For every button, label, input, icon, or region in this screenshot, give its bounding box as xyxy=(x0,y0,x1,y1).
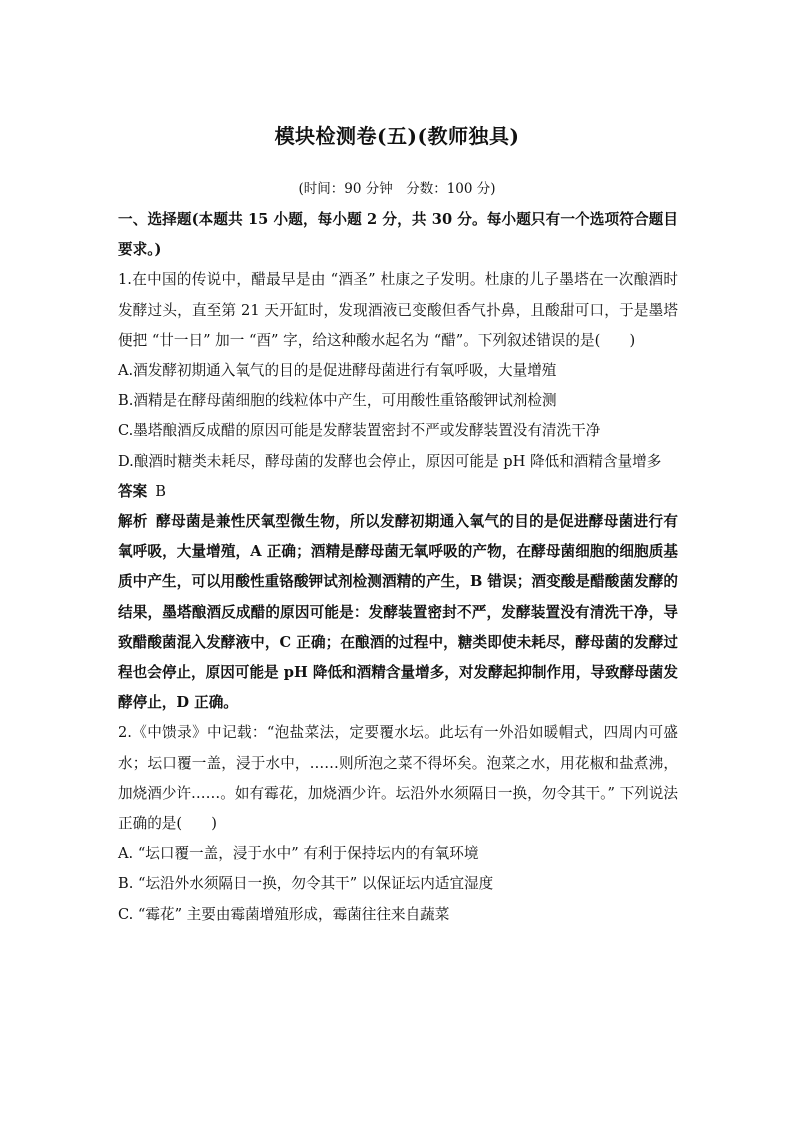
question-2-stem: 2.《中馈录》中记载：“泡盐菜法，定要覆水坛。此坛有一外沿如暖帽式，四周内可盛水；坛口覆一盖，浸于水中，……则所泡之菜不得坏矣。泡菜之水，用花椒和盐煮沸，加烧酒少许……。如有霉花，加烧酒少许。坛沿外水须隔日一换，勿令其干。” 下列说法正确的是( ) xyxy=(118,724,678,833)
exam-meta: (时间：90 分钟 分数：100 分) xyxy=(298,181,496,197)
question-1-stem: 1.在中国的传说中，醋最早是由 “酒圣” 杜康之子发明。杜康的儿子墨塔在一次酿酒时发酵过头，直至第 21 天开缸时，发现酒液已变酸但香气扑鼻，且酸甜可口，于是墨塔便把 “廿一日” 加一 “酉” 字，给这种酸水起名为 “醋”。下列叙述错误的是( ) xyxy=(118,271,678,349)
analysis-text: 酵母菌是兼性厌氧型微生物，所以发酵初期通入氧气的目的是促进酵母菌进行有氧呼吸，大量增殖，A 正确；酒精是酵母菌无氧呼吸的产物，在酵母菌细胞的细胞质基质中产生，可以用酸性重铬酸钾试剂检测酒精的产生，B 错误；酒变酸是醋酸菌发酵的结果，墨塔酿酒反成醋的原因可能是：发酵装置密封不严，发酵装置没有清洗干净，导致醋酸菌混入发酵液中，C 正确；在酿酒的过程中，糖类即使未耗尽，酵母菌的发酵过程也会停止，原因可能是 pH 降低和酒精含量增多，对发酵起抑制作用，导致酵母菌发酵停止，D 正确。 xyxy=(118,513,678,712)
page-title: 模块检测卷(五)(教师独具) xyxy=(274,124,520,148)
question-1-answer xyxy=(118,477,678,507)
answer-value: B xyxy=(155,482,166,500)
question-2-option-a: A. “坛口覆一盖，浸于水中” 有利于保持坛内的有氧环境 xyxy=(118,845,479,863)
question-1-analysis xyxy=(118,507,678,718)
section-heading: 一、选择题(本题共 15 小题，每小题 2 分，共 30 分。每小题只有一个选项符合题目要求。) xyxy=(118,211,678,259)
question-2-option-c: C. “霉花” 主要由霉菌增殖形成，霉菌往往来自蔬菜 xyxy=(118,905,450,923)
question-1-option-a: A.酒发酵初期通入氧气的目的是促进酵母菌进行有氧呼吸，大量增殖 xyxy=(118,362,557,380)
question-1-option-b: B.酒精是在酵母菌细胞的线粒体中产生，可用酸性重铬酸钾试剂检测 xyxy=(118,392,557,410)
question-1-option-d: D.酿酒时糖类未耗尽，酵母菌的发酵也会停止，原因可能是 pH 降低和酒精含量增多 xyxy=(118,452,662,470)
question-2-option-b: B. “坛沿外水须隔日一换，勿令其干” 以保证坛内适宜湿度 xyxy=(118,875,494,893)
analysis-label: 解析 xyxy=(118,513,148,531)
answer-label: 答案 xyxy=(118,482,148,500)
document-body xyxy=(118,205,678,930)
question-1-option-c: C.墨塔酿酒反成醋的原因可能是发酵装置密封不严或发酵装置没有清洗干净 xyxy=(118,422,601,440)
